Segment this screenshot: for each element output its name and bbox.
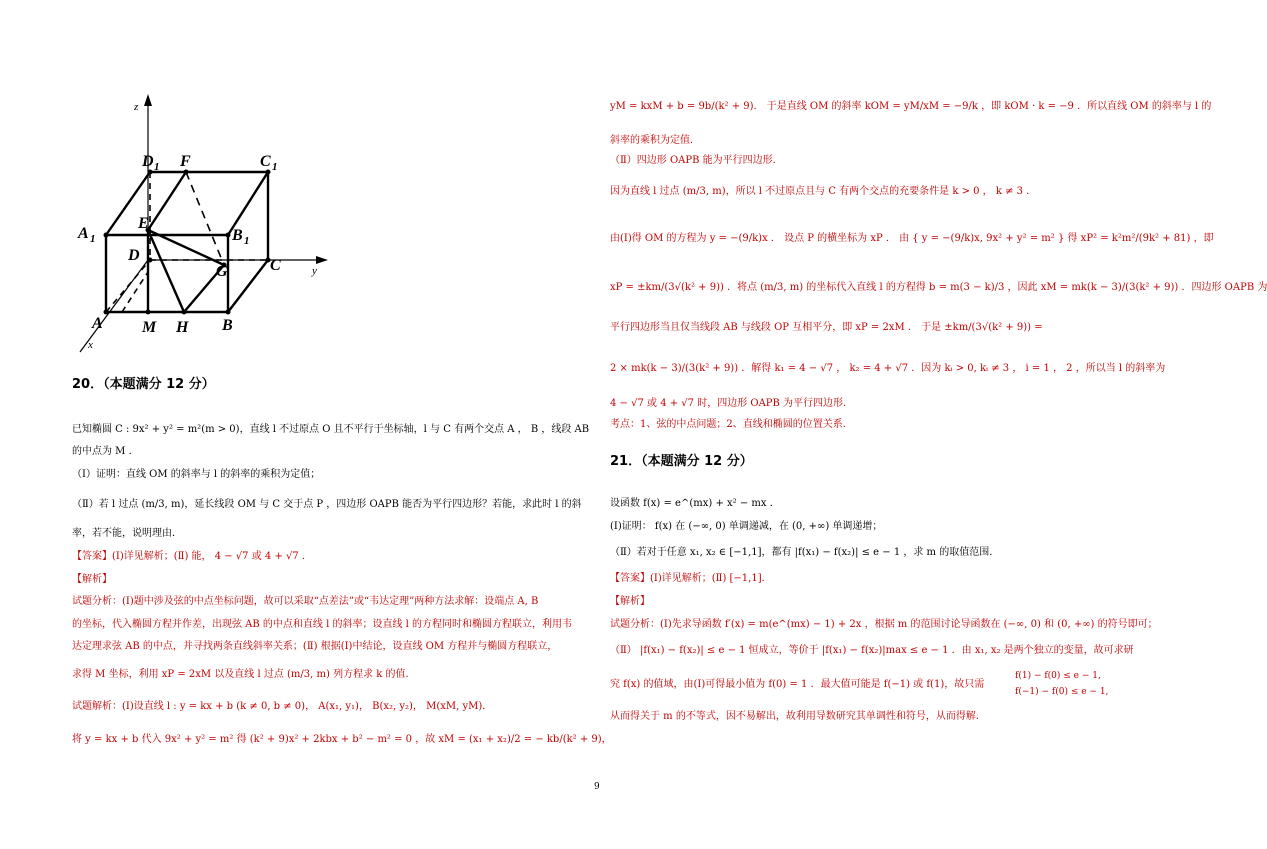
- q21-system-line1: f(1) − f(0) ≤ e − 1,: [1015, 671, 1101, 681]
- q21-title: 21．（本题满分 12 分）: [610, 454, 753, 469]
- q20-analysis-tag: 【解析】: [72, 574, 112, 585]
- q20-solution-line3: yM = kxM + b = 9b/(k² + 9)． 于是直线 OM 的斜率 kOM = yM/xM = −9/k ，即 kOM · k = −9 ．所以直线 OM 的斜率与 l 的: [610, 101, 1212, 112]
- q20-solution-line8: 平行四边形当且仅当线段 AB 与线段 OP 互相平分，即 xP = 2xM ． 于是 ±km/(3√(k² + 9)) =: [610, 322, 1043, 333]
- q20-part2-line1: （Ⅱ）若 l 过点 (m/3, m)，延长线段 OM 与 C 交于点 P ，四边形 OAPB 能否为平行四边形？若能，求此时 l 的斜: [72, 499, 582, 510]
- q21-analysis-line1: 试题分析：(Ⅰ)先求导函数 f′(x) = m(e^(mx) − 1) + 2x ，根据 m 的范围讨论导函数在 (−∞, 0) 和 (0, +∞) 的符号即可；: [610, 619, 1158, 630]
- fig-label-z: z: [134, 101, 139, 113]
- page-number: 9: [594, 782, 600, 792]
- q20-analysis-line1: 试题分析：(Ⅰ)题中涉及弦的中点坐标问题，故可以采取“点差法”或“韦达定理”两种方法求解：设端点 A, B: [72, 596, 539, 607]
- q20-solution-line10: 4 − √7 或 4 + √7 时，四边形 OAPB 为平行四边形．: [610, 398, 854, 409]
- q20-solution-line1: 试题解析：(Ⅰ)设直线 l : y = kx + b (k ≠ 0, b ≠ 0)， A(x₁, y₁)， B(x₂, y₂)， M(xM, yM)．: [72, 701, 493, 712]
- q21-part2: （Ⅱ）若对于任意 x₁, x₂ ∈ [−1,1]，都有 |f(x₁) − f(x₂)| ≤ e − 1 ，求 m 的取值范围．: [610, 547, 1000, 558]
- fig-label-g: G: [216, 263, 228, 280]
- cube-figure: [72, 80, 362, 370]
- q20-solution-line2: 将 y = kx + b 代入 9x² + y² = m² 得 (k² + 9)x² + 2kbx + b² − m² = 0 ，故 xM = (x₁ + x₂)/2 = − kb/(k² + 9)，: [72, 734, 612, 745]
- q20-solution-line4: 斜率的乘积为定值．: [610, 135, 700, 146]
- q20-answer: 【答案】(Ⅰ)详见解析；(Ⅱ) 能， 4 − √7 或 4 + √7 ．: [72, 551, 312, 562]
- q21-analysis-line2: （Ⅱ） |f(x₁) − f(x₂)| ≤ e − 1 恒成立，等价于 |f(x₁) − f(x₂)|max ≤ e − 1 ．由 x₁, x₂ 是两个独立的变量，故可求研: [610, 645, 1134, 656]
- q20-kaodian: 考点：1、弦的中点问题；2、直线和椭圆的位置关系．: [610, 419, 853, 430]
- q21-analysis-line3: 究 f(x) 的值域，由(Ⅰ)可得最小值为 f(0) = 1 ．最大值可能是 f(−1) 或 f(1)，故只需: [610, 679, 985, 690]
- fig-label-x: x: [88, 339, 93, 351]
- q20-solution-line6: 由(Ⅰ)得 OM 的方程为 y = −(9/k)x ． 设点 P 的横坐标为 xP ． 由 { y = −(9/k)x, 9x² + y² = m² } 得 xP² = k²m²/(9k² + 81) ，即: [610, 233, 1214, 244]
- q21-stem: 设函数 f(x) = e^(mx) + x² − mx ．: [610, 498, 780, 509]
- fig-label-d1: D: [142, 153, 154, 170]
- q20-analysis-line2: 的坐标，代入椭圆方程并作差，出现弦 AB 的中点和直线 l 的斜率；设直线 l 的方程同时和椭圆方程联立，利用韦: [72, 619, 573, 630]
- fig-label-m: M: [142, 319, 157, 336]
- fig-label-b1-sub: 1: [244, 235, 250, 247]
- q21-part1: (Ⅰ)证明： f(x) 在 (−∞, 0) 单调递减，在 (0, +∞) 单调递增；: [610, 521, 883, 532]
- q20-solution-line5: 因为直线 l 过点 (m/3, m)，所以 l 不过原点且与 C 有两个交点的充要条件是 k > 0 ， k ≠ 3 ．: [610, 186, 1037, 197]
- fig-label-b: B: [222, 317, 233, 334]
- q20-solution-line7: xP = ±km/(3√(k² + 9)) ．将点 (m/3, m) 的坐标代入直线 l 的方程得 b = m(3 − k)/3 ，因此 xM = mk(k − 3)/(3(k² + 9)) ．四边形 OAPB 为: [610, 282, 1267, 293]
- q21-analysis-tag: 【解析】: [610, 596, 650, 607]
- fig-label-c: C: [270, 257, 281, 274]
- fig-label-c1: C: [260, 153, 271, 170]
- fig-label-a: A: [92, 315, 103, 332]
- q20-title: 20．（本题满分 12 分）: [72, 377, 215, 392]
- q20-part1: （Ⅰ）证明：直线 OM 的斜率与 l 的斜率的乘积为定值；: [72, 469, 321, 480]
- q21-system-line2: f(−1) − f(0) ≤ e − 1,: [1015, 687, 1109, 697]
- fig-label-y: y: [312, 265, 317, 277]
- fig-label-e: E: [138, 215, 149, 232]
- fig-label-d: D: [128, 247, 140, 264]
- fig-label-a1-sub: 1: [90, 233, 96, 245]
- q20-analysis-line3: 达定理求弦 AB 的中点，并寻找两条直线斜率关系；(Ⅱ) 根据(Ⅰ)中结论，设直线 OM 方程并与椭圆方程联立，: [72, 641, 558, 652]
- q20-stem-line2: 的中点为 M ．: [72, 446, 139, 457]
- q21-analysis-line4: 从而得关于 m 的不等式，因不易解出，故利用导数研究其单调性和符号，从而得解．: [610, 711, 986, 722]
- q20-solution-line9: 2 × mk(k − 3)/(3(k² + 9)) ．解得 k₁ = 4 − √7 ， k₂ = 4 + √7 ．因为 kᵢ > 0, kᵢ ≠ 3 ， i = 1 ， 2 ，所以当 l 的斜率为: [610, 363, 1166, 374]
- fig-label-b1: B: [232, 227, 243, 244]
- q20-part2-line2: 率，若不能，说明理由．: [72, 528, 182, 539]
- q20-stem-line1: 已知椭圆 C : 9x² + y² = m²(m > 0)，直线 l 不过原点 O 且不平行于坐标轴，l 与 C 有两个交点 A ， B ，线段 AB: [72, 424, 590, 435]
- fig-label-c1-sub: 1: [272, 161, 278, 173]
- q20-part2-heading: （Ⅱ）四边形 OAPB 能为平行四边形．: [610, 155, 783, 166]
- q21-answer: 【答案】(Ⅰ)详见解析；(Ⅱ) [−1,1]．: [610, 573, 772, 584]
- fig-label-d1-sub: 1: [154, 161, 160, 173]
- fig-label-a1: A: [78, 225, 89, 242]
- fig-label-f: F: [180, 153, 191, 170]
- q20-analysis-line4: 求得 M 坐标，利用 xP = 2xM 以及直线 l 过点 (m/3, m) 列方程求 k 的值．: [72, 669, 416, 680]
- fig-label-h: H: [176, 319, 189, 336]
